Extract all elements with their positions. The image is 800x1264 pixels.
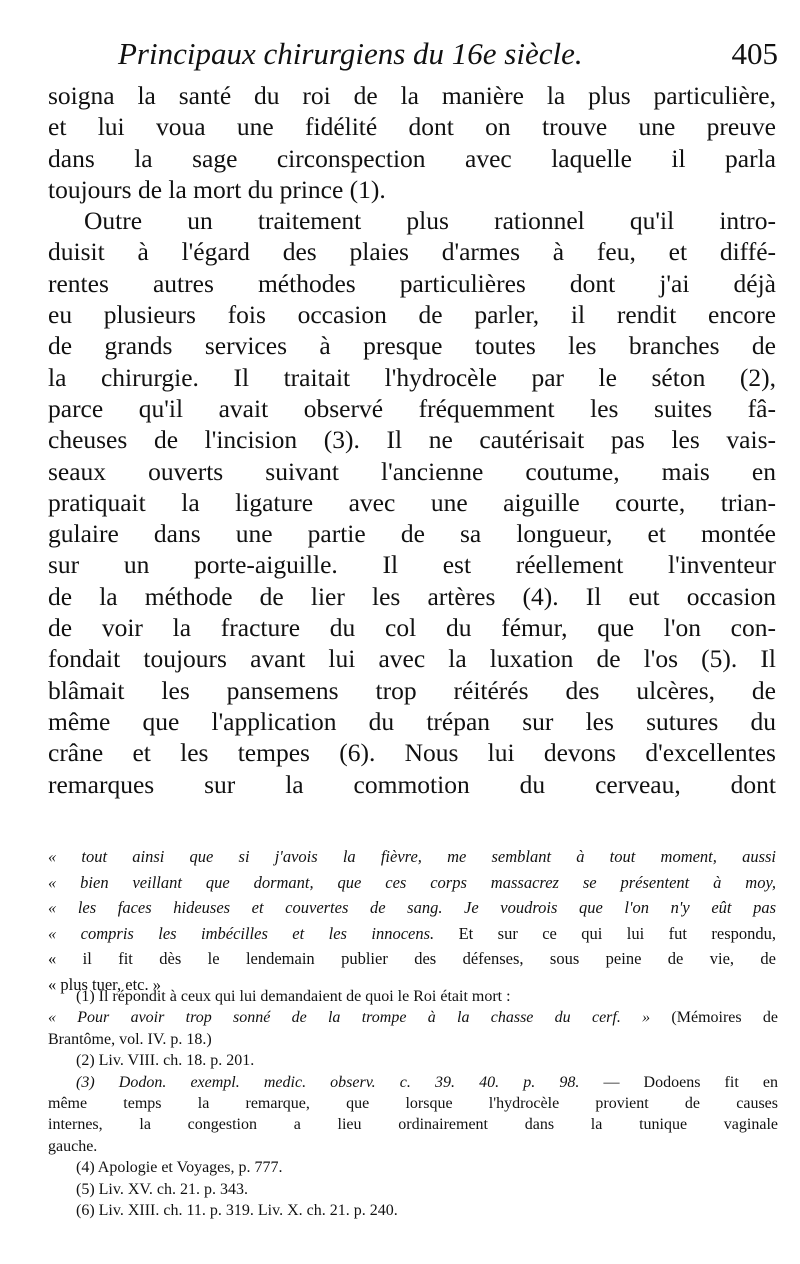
footnotes [48, 986, 778, 1221]
body-line: eu plusieurs fois occasion de parler, il rendit encore [48, 300, 776, 330]
footnote-line-roman: même temps la remarque, que lorsque l'hydrocèle provient de causes [48, 1094, 778, 1112]
body-line: même que l'application du trépan sur les sutures du [48, 706, 776, 736]
body-line: de la méthode de lier les artères (4). Il eut occasion [48, 581, 776, 611]
quote-line-roman: « plus tuer, etc. » [48, 974, 161, 994]
footnote-line-roman: Brantôme, vol. IV. p. 18.) [48, 1030, 212, 1048]
body-line: pratiquait la ligature avec une aiguille courte, trian- [48, 487, 776, 517]
quote-continuation [48, 844, 776, 997]
footnote-line [48, 1050, 778, 1071]
footnote-line [48, 1157, 778, 1178]
body-line: gulaire dans une partie de sa longueur, et montée [48, 519, 776, 549]
footnote-line-roman: — Dodoens fit en [579, 1073, 778, 1091]
body-line: rentes autres méthodes particulières dont j'ai déjà [48, 268, 776, 298]
quote-line-italic: « tout ainsi que si j'avois la fièvre, me semblant à tout moment, aussi [48, 847, 776, 866]
footnote-line-roman: (4) Apologie et Voyages, p. 777. [76, 1159, 283, 1177]
quote-line [48, 921, 776, 947]
body-line: de grands services à presque toutes les branches de [48, 331, 776, 361]
quote-line [48, 870, 776, 896]
footnote-line-italic: « Pour avoir trop sonné de la trompe à la chasse du cerf. » [48, 1009, 651, 1027]
footnote-line-roman: (Mémoires de [650, 1009, 778, 1027]
footnote-line [48, 1200, 778, 1221]
footnote-line [48, 1007, 778, 1028]
footnote-line-roman: (1) Il répondit à ceux qui lui demandaient de quoi le Roi était mort : [76, 988, 511, 1005]
footnote-line [48, 1114, 778, 1135]
body-line: remarques sur la commotion du cerveau, dont [48, 769, 776, 799]
footnote-line-roman: (2) Liv. VIII. ch. 18. p. 201. [76, 1052, 255, 1070]
body-line: duisit à l'égard des plaies d'armes à feu, et diffé- [48, 237, 776, 267]
body-line: parce qu'il avait observé fréquemment les suites fâ- [48, 393, 776, 423]
body-line: soigna la santé du roi de la manière la plus particulière, [48, 81, 776, 110]
body-line: toujours de la mort du prince (1). [48, 174, 386, 204]
footnote-line [48, 1136, 778, 1157]
quote-line [48, 844, 776, 870]
footnote-line [48, 1179, 778, 1200]
running-head [118, 36, 778, 76]
body-line: fondait toujours avant lui avec la luxation de l'os (5). Il [48, 644, 776, 674]
page-number: 405 [731, 36, 778, 71]
footnote-line-roman: internes, la congestion a lieu ordinairement dans la tunique vaginale [48, 1116, 778, 1134]
quote-line-roman: « il fit dès le lendemain publier des défenses, sous peine de vie, de [48, 949, 776, 968]
body-line: crâne et les tempes (6). Nous lui devons d'excellentes [48, 738, 776, 768]
footnote-line-roman: (6) Liv. XIII. ch. 11. p. 319. Liv. X. ch. 21. p. 240. [76, 1201, 398, 1219]
quote-line-italic: « bien veillant que dormant, que ces corps massacrez se présentent à moy, [48, 872, 776, 892]
footnote-line [48, 1072, 778, 1093]
quote-line [48, 895, 776, 921]
footnote-line-roman: (5) Liv. XV. ch. 21. p. 343. [76, 1180, 248, 1198]
body-line: de voir la fracture du col du fémur, que l'on con- [48, 613, 776, 643]
quote-line [48, 946, 776, 972]
body-line: cheuses de l'incision (3). Il ne cautérisait pas les vais- [48, 425, 776, 455]
quote-line-roman: Et sur ce qui lui fut respondu, [434, 923, 776, 943]
main-text [48, 80, 776, 800]
quote-line-italic: « compris les imbécilles et les innocens. [48, 923, 435, 943]
body-line: blâmait les pansemens trop réitérés des ulcères, de [48, 675, 776, 705]
running-head-title: Principaux chirurgiens du 16e siècle. [118, 36, 583, 71]
body-line: et lui voua une fidélité dont on trouve une preuve [48, 112, 776, 142]
body-line: seaux ouverts suivant l'ancienne coutume, mais en [48, 456, 776, 486]
body-line: la chirurgie. Il traitait l'hydrocèle par le séton (2), [48, 362, 776, 392]
footnote-line-italic: (3) Dodon. exempl. medic. observ. c. 39. 40. p. 98. [76, 1073, 580, 1091]
footnote-line [48, 986, 778, 1007]
body-line: Outre un traitement plus rationnel qu'il intro- [84, 206, 776, 236]
footnote-line-roman: gauche. [48, 1137, 98, 1155]
footnote-line [48, 1029, 778, 1050]
body-line: dans la sage circonspection avec laquelle il parla [48, 143, 776, 173]
body-line: sur un porte-aiguille. Il est réellement l'inventeur [48, 550, 776, 580]
quote-line-italic: « les faces hideuses et couvertes de sang. Je voudrois que l'on n'y eût pas [48, 898, 776, 917]
footnote-line [48, 1093, 778, 1114]
